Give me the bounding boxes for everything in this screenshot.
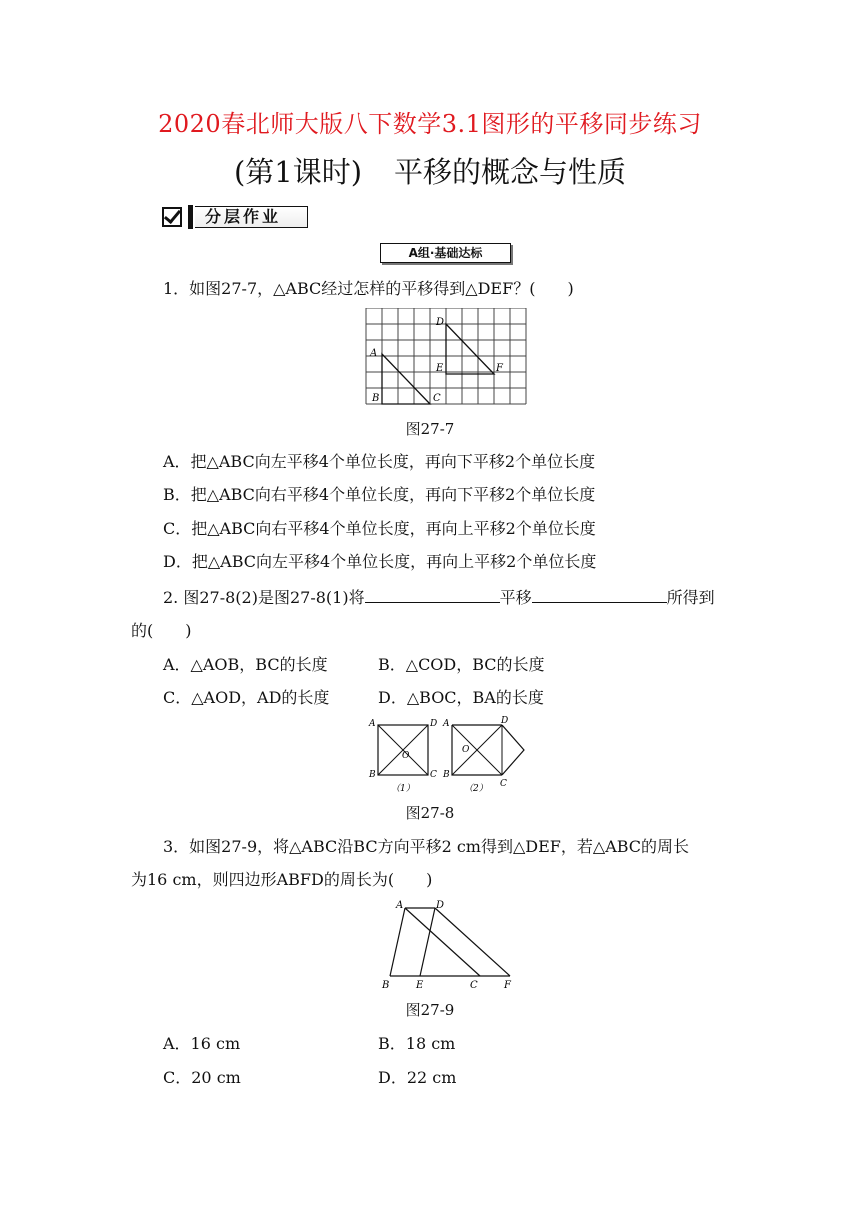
fig3-label-a: A (396, 900, 404, 911)
lesson-number: (第1课时) (233, 155, 363, 189)
banner-bar (188, 205, 193, 229)
figure-27-8-caption: 图27-8 (405, 804, 455, 822)
lesson-subtitle (0, 150, 860, 191)
q2-blank-1 (365, 586, 500, 603)
point-label-e: E (436, 363, 444, 374)
q2-option-a: A．△AOB，BC的长度 (163, 655, 328, 674)
page-title: 2020春北师大版八下数学3.1图形的平移同步练习 (158, 110, 702, 138)
q2-option-c: C．△AOD，AD的长度 (163, 688, 330, 707)
q3-option-b: B．18 cm (378, 1034, 456, 1053)
layer-homework-banner (162, 204, 308, 230)
q1-stem: 1．如图27-7，△ABC经过怎样的平移得到△DEF？( ) (163, 279, 574, 298)
q3-stem-line1: 3．如图27-9，将△ABC沿BC方向平移2 cm得到△DEF，若△ABC的周长 (163, 837, 690, 856)
lesson-topic: 平移的概念与性质 (394, 155, 627, 189)
q1-option-c: C．把△ABC向右平移4个单位长度，再向上平移2个单位长度 (163, 519, 596, 538)
q2-stem-line1 (163, 586, 715, 609)
fig2-label-d: D (501, 716, 509, 726)
q2-option-d: D．△BOC，BA的长度 (378, 688, 544, 707)
fig1-label-o: O (402, 751, 410, 761)
figure-27-8 (366, 715, 536, 795)
fig2-label-o: O (462, 745, 470, 755)
q2-blank-2 (532, 586, 667, 603)
fig2-label-b: B (443, 770, 450, 780)
fig3-label-b: B (382, 980, 390, 991)
q3-option-a: A．16 cm (163, 1034, 241, 1053)
q2-stem-line2: 的( ) (131, 621, 192, 640)
fig1-label-b: B (369, 770, 376, 780)
point-label-d: D (436, 317, 445, 328)
checkbox-icon (162, 207, 182, 227)
q2-stem-a: 2. 图27-8(2)是图27-8(1)将 (163, 588, 365, 607)
fig2-moved-triangle (502, 725, 524, 775)
fig3-label-c: C (470, 980, 478, 991)
q2-stem-c: 所得到 (666, 588, 715, 607)
triangle-abc (382, 354, 430, 404)
q3-stem-line2: 为16 cm，则四边形ABFD的周长为( ) (131, 870, 433, 889)
fig3-label-e: E (416, 980, 424, 991)
fig2-sublabel: （2） (464, 784, 488, 794)
q2-option-b: B．△COD，BC的长度 (378, 655, 545, 674)
fig1-label-c: C (430, 770, 437, 780)
fig3-label-f: F (504, 980, 511, 991)
figure-27-7-grid (362, 308, 532, 408)
figure-27-9-caption: 图27-9 (405, 1001, 455, 1019)
triangle-def (446, 324, 494, 374)
point-label-c: C (433, 393, 441, 404)
fig1-label-a: A (369, 719, 376, 729)
fig2-label-c: C (500, 779, 507, 789)
fig1-label-d: D (430, 719, 438, 729)
layer-label: 分层作业 (195, 206, 308, 228)
q1-option-d: D．把△ABC向左平移4个单位长度，再向上平移2个单位长度 (163, 552, 597, 571)
q1-option-b: B．把△ABC向右平移4个单位长度，再向下平移2个单位长度 (163, 485, 596, 504)
fig2-label-a: A (443, 719, 450, 729)
q1-option-a: A．把△ABC向左平移4个单位长度，再向下平移2个单位长度 (163, 452, 596, 471)
q2-stem-b: 平移 (499, 588, 532, 607)
q3-option-c: C．20 cm (163, 1068, 241, 1087)
figure-27-7-caption: 图27-7 (405, 420, 455, 438)
group-label: A组·基础达标 (380, 243, 511, 263)
point-label-a: A (370, 348, 378, 359)
fig3-label-d: D (436, 900, 445, 911)
point-label-b: B (372, 393, 380, 404)
figure-27-9 (372, 896, 522, 994)
point-label-f: F (496, 363, 503, 374)
fig1-sublabel: （1） (391, 784, 415, 794)
q3-option-d: D．22 cm (378, 1068, 457, 1087)
